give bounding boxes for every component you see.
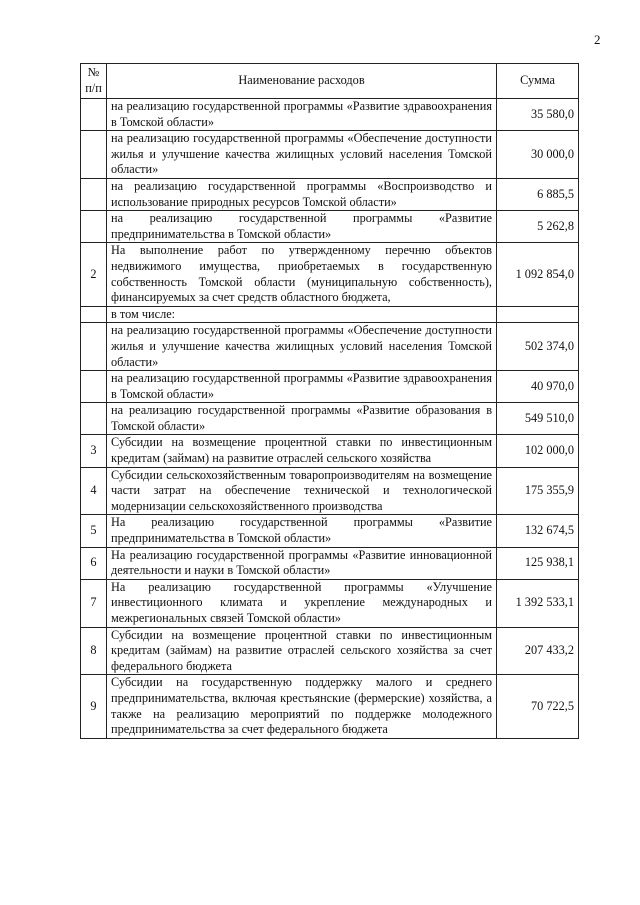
expense-name: на реализацию государственной программы «Развитие здравоохранения в Томской области» (107, 99, 497, 131)
table-row (81, 131, 579, 179)
expense-sum (497, 306, 579, 323)
expense-name: Субсидии на государственную поддержку малого и среднего предпринимательства, включая крестьянские (фермерские) хозяйства, а также на реализацию мероприятий по поддержке молодежного предпринимательства за счет федерального бюджета (107, 675, 497, 738)
header-expense-name: Наименование расходов (107, 64, 497, 99)
expense-name: На реализацию государственной программы «Развитие предпринимательства в Томской области» (107, 515, 497, 547)
expense-sum: 1 092 854,0 (497, 243, 579, 306)
table-row (81, 467, 579, 515)
row-number: 7 (81, 579, 107, 627)
expense-sum: 125 938,1 (497, 547, 579, 579)
row-number: 8 (81, 627, 107, 675)
table-row (81, 99, 579, 131)
expense-name: На реализацию государственной программы «Развитие инновационной деятельности и науки в Томской области» (107, 547, 497, 579)
table-row (81, 403, 579, 435)
expense-name: На выполнение работ по утвержденному перечню объектов недвижимого имущества, приобретаемых в государственную собственность Томской области (муниципальную собственность), финансируемых за счет средств областного бюджета, (107, 243, 497, 306)
expense-name: Субсидии на возмещение процентной ставки по инвестиционным кредитам (займам) на развитие отраслей сельского хозяйства (107, 435, 497, 467)
table-row (81, 211, 579, 243)
expense-sum: 70 722,5 (497, 675, 579, 738)
table-row (81, 515, 579, 547)
row-number (81, 306, 107, 323)
expense-name: на реализацию государственной программы «Обеспечение доступности жилья и улучшение качества жилищных условий населения Томской области» (107, 323, 497, 371)
table-row (81, 323, 579, 371)
expense-name: Субсидии на возмещение процентной ставки по инвестиционным кредитам (займам) на развитие отраслей сельского хозяйства за счет федерального бюджета (107, 627, 497, 675)
expense-sum: 132 674,5 (497, 515, 579, 547)
row-number: 2 (81, 243, 107, 306)
table-header-row (81, 64, 579, 99)
table-row (81, 371, 579, 403)
expense-name: На реализацию государственной программы «Улучшение инвестиционного климата и укрепление международных и межрегиональных связей Томской области» (107, 579, 497, 627)
expense-sum: 207 433,2 (497, 627, 579, 675)
header-sum: Сумма (497, 64, 579, 99)
expense-sum: 175 355,9 (497, 467, 579, 515)
table-row (81, 306, 579, 323)
table-row (81, 178, 579, 210)
expense-sum: 549 510,0 (497, 403, 579, 435)
row-number (81, 211, 107, 243)
expense-name: на реализацию государственной программы «Развитие здравоохранения в Томской области» (107, 371, 497, 403)
expense-sum: 502 374,0 (497, 323, 579, 371)
expense-name: Субсидии сельскохозяйственным товаропроизводителям на возмещение части затрат на обеспечение технической и технологической модернизации сельскохозяйственного производства (107, 467, 497, 515)
row-number: 3 (81, 435, 107, 467)
expense-sum: 1 392 533,1 (497, 579, 579, 627)
row-number: 5 (81, 515, 107, 547)
expenses-table (80, 63, 579, 739)
expense-name: в том числе: (107, 306, 497, 323)
table-body (81, 99, 579, 739)
table-row (81, 627, 579, 675)
table-row (81, 547, 579, 579)
row-number (81, 131, 107, 179)
table-row (81, 243, 579, 306)
row-number: 9 (81, 675, 107, 738)
row-number (81, 403, 107, 435)
expense-name: на реализацию государственной программы «Развитие образования в Томской области» (107, 403, 497, 435)
table-row (81, 579, 579, 627)
expense-name: на реализацию государственной программы «Воспроизводство и использование природных ресурсов Томской области» (107, 178, 497, 210)
header-number: № п/п (81, 64, 107, 99)
expense-name: на реализацию государственной программы «Развитие предпринимательства в Томской области» (107, 211, 497, 243)
table-row (81, 435, 579, 467)
row-number (81, 323, 107, 371)
table-row (81, 675, 579, 738)
expense-sum: 35 580,0 (497, 99, 579, 131)
row-number: 6 (81, 547, 107, 579)
expense-sum: 6 885,5 (497, 178, 579, 210)
row-number (81, 178, 107, 210)
expense-sum: 102 000,0 (497, 435, 579, 467)
page-number: 2 (594, 32, 601, 47)
row-number (81, 371, 107, 403)
expense-sum: 5 262,8 (497, 211, 579, 243)
row-number (81, 99, 107, 131)
expense-name: на реализацию государственной программы «Обеспечение доступности жилья и улучшение качества жилищных условий населения Томской области» (107, 131, 497, 179)
expense-sum: 40 970,0 (497, 371, 579, 403)
expense-sum: 30 000,0 (497, 131, 579, 179)
row-number: 4 (81, 467, 107, 515)
